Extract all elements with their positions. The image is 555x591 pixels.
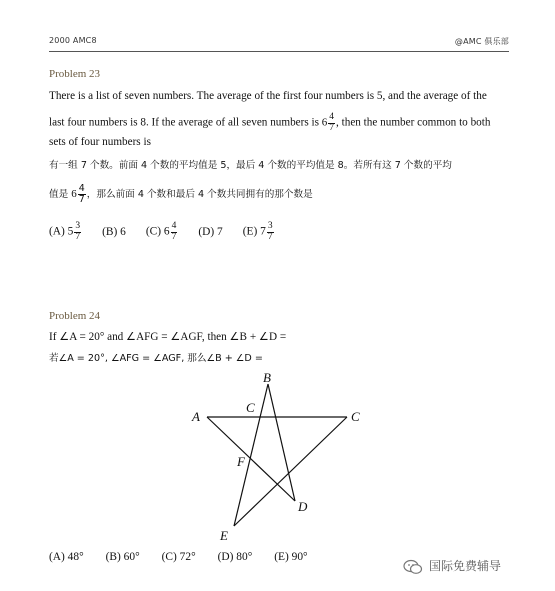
label-C: C: [351, 409, 360, 424]
p23-choice: [49, 222, 82, 242]
label-E: E: [220, 528, 228, 543]
p24-answer-choices: [49, 551, 330, 563]
p23-chinese-line-2: 值是 6 $\frac{4}{7}$ ，那么前面 4 个数和最后 4 个数共同拥有的那个数是: [49, 183, 313, 205]
choice-label: (E): [242, 225, 258, 238]
label-F: F: [237, 454, 245, 469]
p24-choice: [218, 551, 253, 563]
choice-whole: 7: [260, 225, 266, 238]
choice-label: (D): [198, 225, 215, 238]
p23-choice: [146, 222, 179, 242]
header-right: @AMC 俱乐部: [454, 37, 509, 46]
choice-value: 80°: [236, 551, 253, 563]
choice-label: (C): [161, 551, 177, 563]
choice-fraction: $\frac{3}{7}$: [75, 221, 81, 242]
p24-choice: [49, 551, 84, 563]
choice-label: (C): [145, 225, 162, 238]
problem-23-title: Problem 23: [49, 68, 101, 80]
choice-label: (B): [105, 551, 121, 563]
star-figure: [180, 368, 380, 543]
p23-chinese-line-1: 有一组 7 个数。前面 4 个数的平均值是 5，最后 4 个数的平均值是 8。若所有这 7 个数的平均: [49, 160, 452, 171]
p23-english-line-2: last four numbers is 8. If the average of all seven numbers is 6 $\frac{4}{7}$ , then the number common to both: [49, 112, 491, 133]
choice-fraction: $\frac{4}{7}$: [171, 221, 177, 242]
label-G: C: [246, 400, 255, 415]
watermark-text: 国际免费辅导: [429, 559, 502, 573]
choice-value: 48°: [67, 551, 84, 563]
segment-BD: [268, 384, 295, 501]
label-B: B: [263, 370, 271, 385]
choice-whole: 6: [120, 225, 126, 238]
p23-english-line-1: There is a list of seven numbers. The average of the first four numbers is 5, and the average of the: [49, 90, 487, 102]
mixed-fraction: $\frac{4}{7}$: [78, 183, 85, 205]
choice-whole: 6: [163, 225, 170, 238]
choice-fraction: $\frac{3}{7}$: [267, 221, 273, 242]
choice-value: 60°: [123, 551, 140, 563]
label-D: D: [298, 499, 308, 514]
choice-label: (A): [49, 225, 65, 238]
wechat-icon: [403, 559, 423, 575]
p24-chinese-line: 若∠A = 20°, ∠AFG = ∠AGF, 那么∠B + ∠D =: [49, 353, 263, 364]
problem-24-title: Problem 24: [49, 310, 101, 322]
p24-choice: [274, 551, 307, 563]
p24-choice: [162, 551, 196, 563]
choice-label: (E): [274, 551, 289, 563]
segment-AD: [207, 417, 295, 501]
segment-EC: [234, 417, 347, 526]
choice-whole: 5: [67, 225, 74, 238]
choice-value: 72°: [179, 551, 196, 563]
choice-label: (A): [49, 551, 65, 563]
header-left: 2000 AMC8: [49, 36, 97, 45]
p23-english-line-3: sets of four numbers is: [49, 136, 151, 148]
p23-choice: [243, 222, 275, 242]
p23-choice: [198, 226, 222, 238]
choice-value: 90°: [291, 551, 308, 563]
p24-english-line: If ∠A = 20° and ∠AFG = ∠AGF, then ∠B + ∠D =: [49, 331, 287, 343]
choice-whole: 7: [217, 225, 223, 238]
mixed-fraction: $\frac{4}{7}$: [329, 112, 335, 133]
choice-label: (B): [102, 225, 118, 238]
label-A: A: [192, 409, 200, 424]
choice-label: (D): [217, 551, 234, 563]
p23-answer-choices: [49, 222, 295, 242]
p24-choice: [106, 551, 140, 563]
p23-choice: [102, 226, 126, 238]
header-rule: [49, 51, 509, 52]
watermark: [403, 557, 501, 575]
